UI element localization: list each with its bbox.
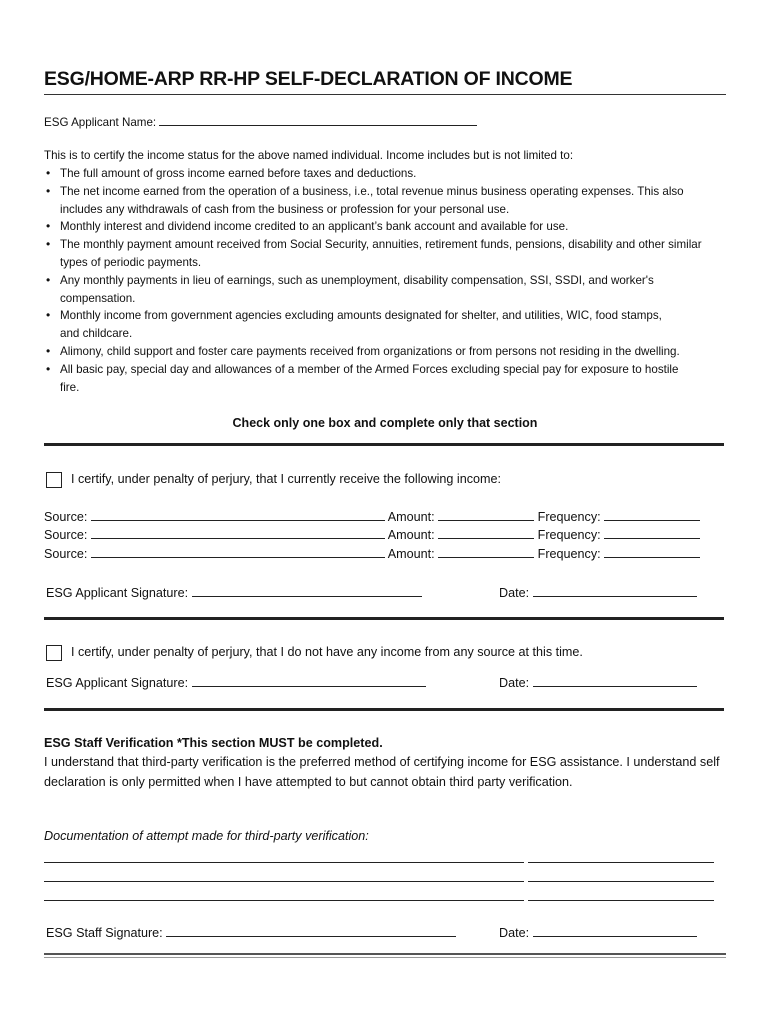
source-label: Source: [44,528,88,542]
applicant-name-row [44,114,477,132]
source-field[interactable] [91,537,385,539]
source-label: Source: [44,510,88,524]
form-title: ESG/HOME-ARP RR-HP SELF-DECLARATION OF INCOME [44,68,726,95]
staff-date-row [499,926,697,940]
source-field[interactable] [91,556,385,558]
date-label: Date: [499,926,530,940]
frequency-label: Frequency: [537,528,601,542]
frequency-field[interactable] [604,537,700,539]
documentation-line-3[interactable] [44,900,714,901]
applicant-name-field[interactable] [159,124,477,126]
footer-divider-thin [44,957,726,958]
list-item: • Any monthly payments in lieu of earnings, such as unemployment, disability compensation, SSI, SSDI, and worker's compensation. [44,272,724,308]
amount-field[interactable] [438,537,534,539]
list-item: • Monthly income from government agencies excluding amounts designated for shelter, and utilities, WIC, food stamps, and childcare. [44,307,724,343]
signature-field[interactable] [192,685,426,687]
date-row-2 [499,676,697,690]
frequency-field[interactable] [604,519,700,521]
income-bullet-list [44,165,724,396]
amount-field[interactable] [438,556,534,558]
section-divider [44,708,724,711]
income-source-row-2 [44,528,700,546]
list-item: • The full amount of gross income earned before taxes and deductions. [44,165,724,183]
list-item: • Alimony, child support and foster care payments received from organizations or from persons not residing in the dwelling. [44,343,724,361]
date-label: Date: [499,586,530,600]
signature-label: ESG Applicant Signature: [46,676,189,690]
signature-field[interactable] [192,595,422,597]
applicant-signature-row-2 [46,676,426,690]
date-field[interactable] [533,935,697,937]
documentation-label: Documentation of attempt made for third-party verification: [44,829,369,843]
intro-text: This is to certify the income status for the above named individual. Income includes but is not limited to: [44,149,574,162]
amount-label: Amount: [387,528,435,542]
staff-signature-row [46,926,456,940]
date-row-1 [499,586,697,600]
amount-label: Amount: [387,547,435,561]
instruction-text: Check only one box and complete only that section [232,416,538,430]
income-source-row-1 [44,510,700,528]
applicant-name-label: ESG Applicant Name: [44,116,157,129]
section-divider [44,617,724,620]
frequency-field[interactable] [604,556,700,558]
date-label: Date: [499,676,530,690]
list-item: • All basic pay, special day and allowances of a member of the Armed Forces excluding special pay for exposure to hostile fire. [44,361,724,397]
documentation-line-2[interactable] [44,881,714,882]
income-received-statement: I certify, under penalty of perjury, that I currently receive the following income: [71,472,502,486]
signature-label: ESG Applicant Signature: [46,586,189,600]
footer-divider [44,953,726,955]
staff-signature-field[interactable] [166,935,456,937]
frequency-label: Frequency: [537,547,601,561]
source-field[interactable] [91,519,385,521]
applicant-signature-row-1 [46,586,422,600]
amount-label: Amount: [387,510,435,524]
no-income-checkbox[interactable] [46,645,62,661]
documentation-line-1[interactable] [44,862,714,863]
source-label: Source: [44,547,88,561]
income-received-checkbox[interactable] [46,472,62,488]
amount-field[interactable] [438,519,534,521]
no-income-statement: I certify, under penalty of perjury, that I do not have any income from any source at this time. [71,645,583,659]
income-source-row-3 [44,547,700,565]
date-field[interactable] [533,595,697,597]
list-item: • The monthly payment amount received from Social Security, annuities, retirement funds, pensions, disability and other similar types of periodic payments. [44,236,724,272]
staff-verification-text: I understand that third-party verification is the preferred method of certifying income for ESG assistance. I understand self declaration is only permitted when I have attempted to but cannot obtain third party verification. [44,755,720,789]
frequency-label: Frequency: [537,510,601,524]
section-divider [44,443,724,446]
list-item: • Monthly interest and dividend income credited to an applicant’s bank account and available for use. [44,218,724,236]
staff-signature-label: ESG Staff Signature: [46,926,163,940]
list-item: • The net income earned from the operation of a business, i.e., total revenue minus business operating expenses. This also includes any withdrawals of cash from the business or profession for your personal use. [44,183,724,219]
staff-verification-heading: ESG Staff Verification *This section MUST be completed. [44,736,383,750]
date-field[interactable] [533,685,697,687]
